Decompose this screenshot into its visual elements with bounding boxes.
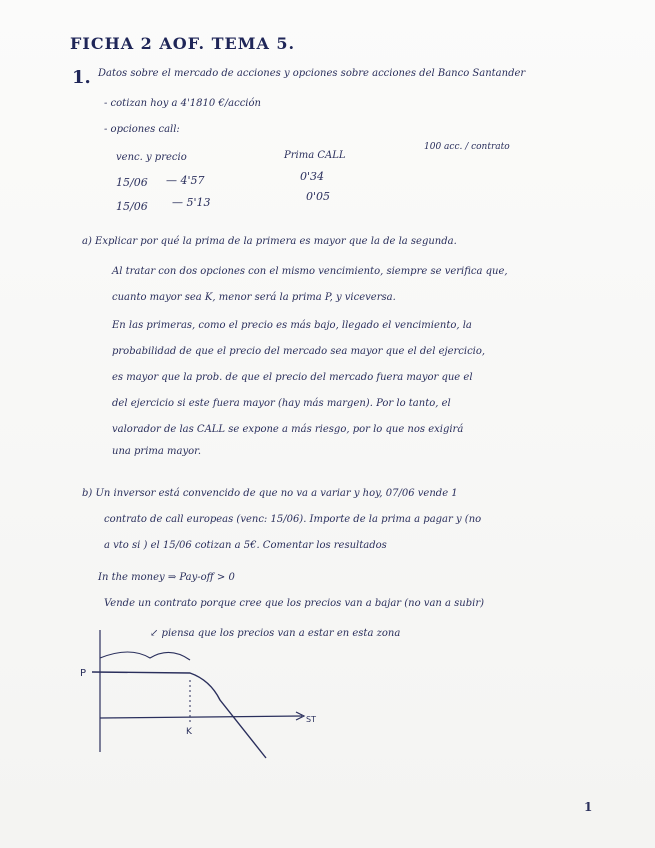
label-p: P bbox=[80, 668, 87, 679]
col-contrato: 100 acc. / contrato bbox=[424, 142, 510, 152]
part-a-line: En las primeras, como el precio es más bajo, llegado el vencimiento, la bbox=[112, 320, 472, 331]
payoff-line bbox=[92, 672, 266, 758]
page-title: FICHA 2 AOF. TEMA 5. bbox=[70, 34, 296, 53]
page-number: 1 bbox=[584, 800, 593, 814]
x-axis bbox=[100, 716, 302, 718]
label-k: K bbox=[186, 727, 192, 737]
part-b-line: In the money ⇒ Pay-off > 0 bbox=[98, 572, 235, 583]
part-a-line: Al tratar con dos opciones con el mismo vencimiento, siempre se verifica que, bbox=[112, 266, 508, 277]
part-a-line: valorador de las CALL se expone a más riesgo, por lo que nos exigirá bbox=[112, 424, 464, 435]
part-a-line: del ejercicio si este fuera mayor (hay más margen). Por lo tanto, el bbox=[112, 398, 451, 409]
zone-brace bbox=[100, 652, 190, 660]
row2-venc: 15/06 bbox=[116, 200, 148, 213]
row1-prima: 0'34 bbox=[300, 170, 325, 183]
part-a-question: a) Explicar por qué la prima de la primera es mayor que la de la segunda. bbox=[82, 236, 457, 247]
part-b-line: a vto si ) el 15/06 cotizan a 5€. Comentar los resultados bbox=[104, 540, 387, 551]
part-b-line: b) Un inversor está convencido de que no va a variar y hoy, 07/06 vende 1 bbox=[82, 488, 458, 499]
col-venc: venc. y precio bbox=[116, 152, 187, 163]
part-a-line: probabilidad de que el precio del mercado sea mayor que el del ejercicio, bbox=[112, 346, 486, 357]
row2-prima: 0'05 bbox=[306, 190, 331, 203]
graph-note: ↙ piensa que los precios van a estar en esta zona bbox=[150, 628, 401, 639]
payoff-sketch bbox=[70, 620, 330, 760]
row1-precio: — 4'57 bbox=[166, 174, 205, 187]
part-a-line: una prima mayor. bbox=[112, 446, 201, 457]
col-prima: Prima CALL bbox=[284, 150, 346, 161]
part-b-line: contrato de call europeas (venc: 15/06). Importe de la prima a pagar y (no bbox=[104, 514, 482, 525]
line-opciones: - opciones call: bbox=[104, 124, 180, 135]
exercise-intro: Datos sobre el mercado de acciones y opciones sobre acciones del Banco Santander bbox=[98, 68, 526, 79]
part-a-line: cuanto mayor sea K, menor será la prima P, y viceversa. bbox=[112, 292, 396, 303]
exercise-number: 1. bbox=[72, 67, 91, 88]
row2-precio: — 5'13 bbox=[172, 196, 211, 209]
line-cotizan: - cotizan hoy a 4'1810 €/acción bbox=[104, 98, 261, 109]
part-b-line: Vende un contrato porque cree que los precios van a bajar (no van a subir) bbox=[104, 598, 485, 609]
label-st: ST bbox=[306, 715, 316, 724]
part-a-line: es mayor que la prob. de que el precio del mercado fuera mayor que el bbox=[112, 372, 473, 383]
row1-venc: 15/06 bbox=[116, 176, 148, 189]
